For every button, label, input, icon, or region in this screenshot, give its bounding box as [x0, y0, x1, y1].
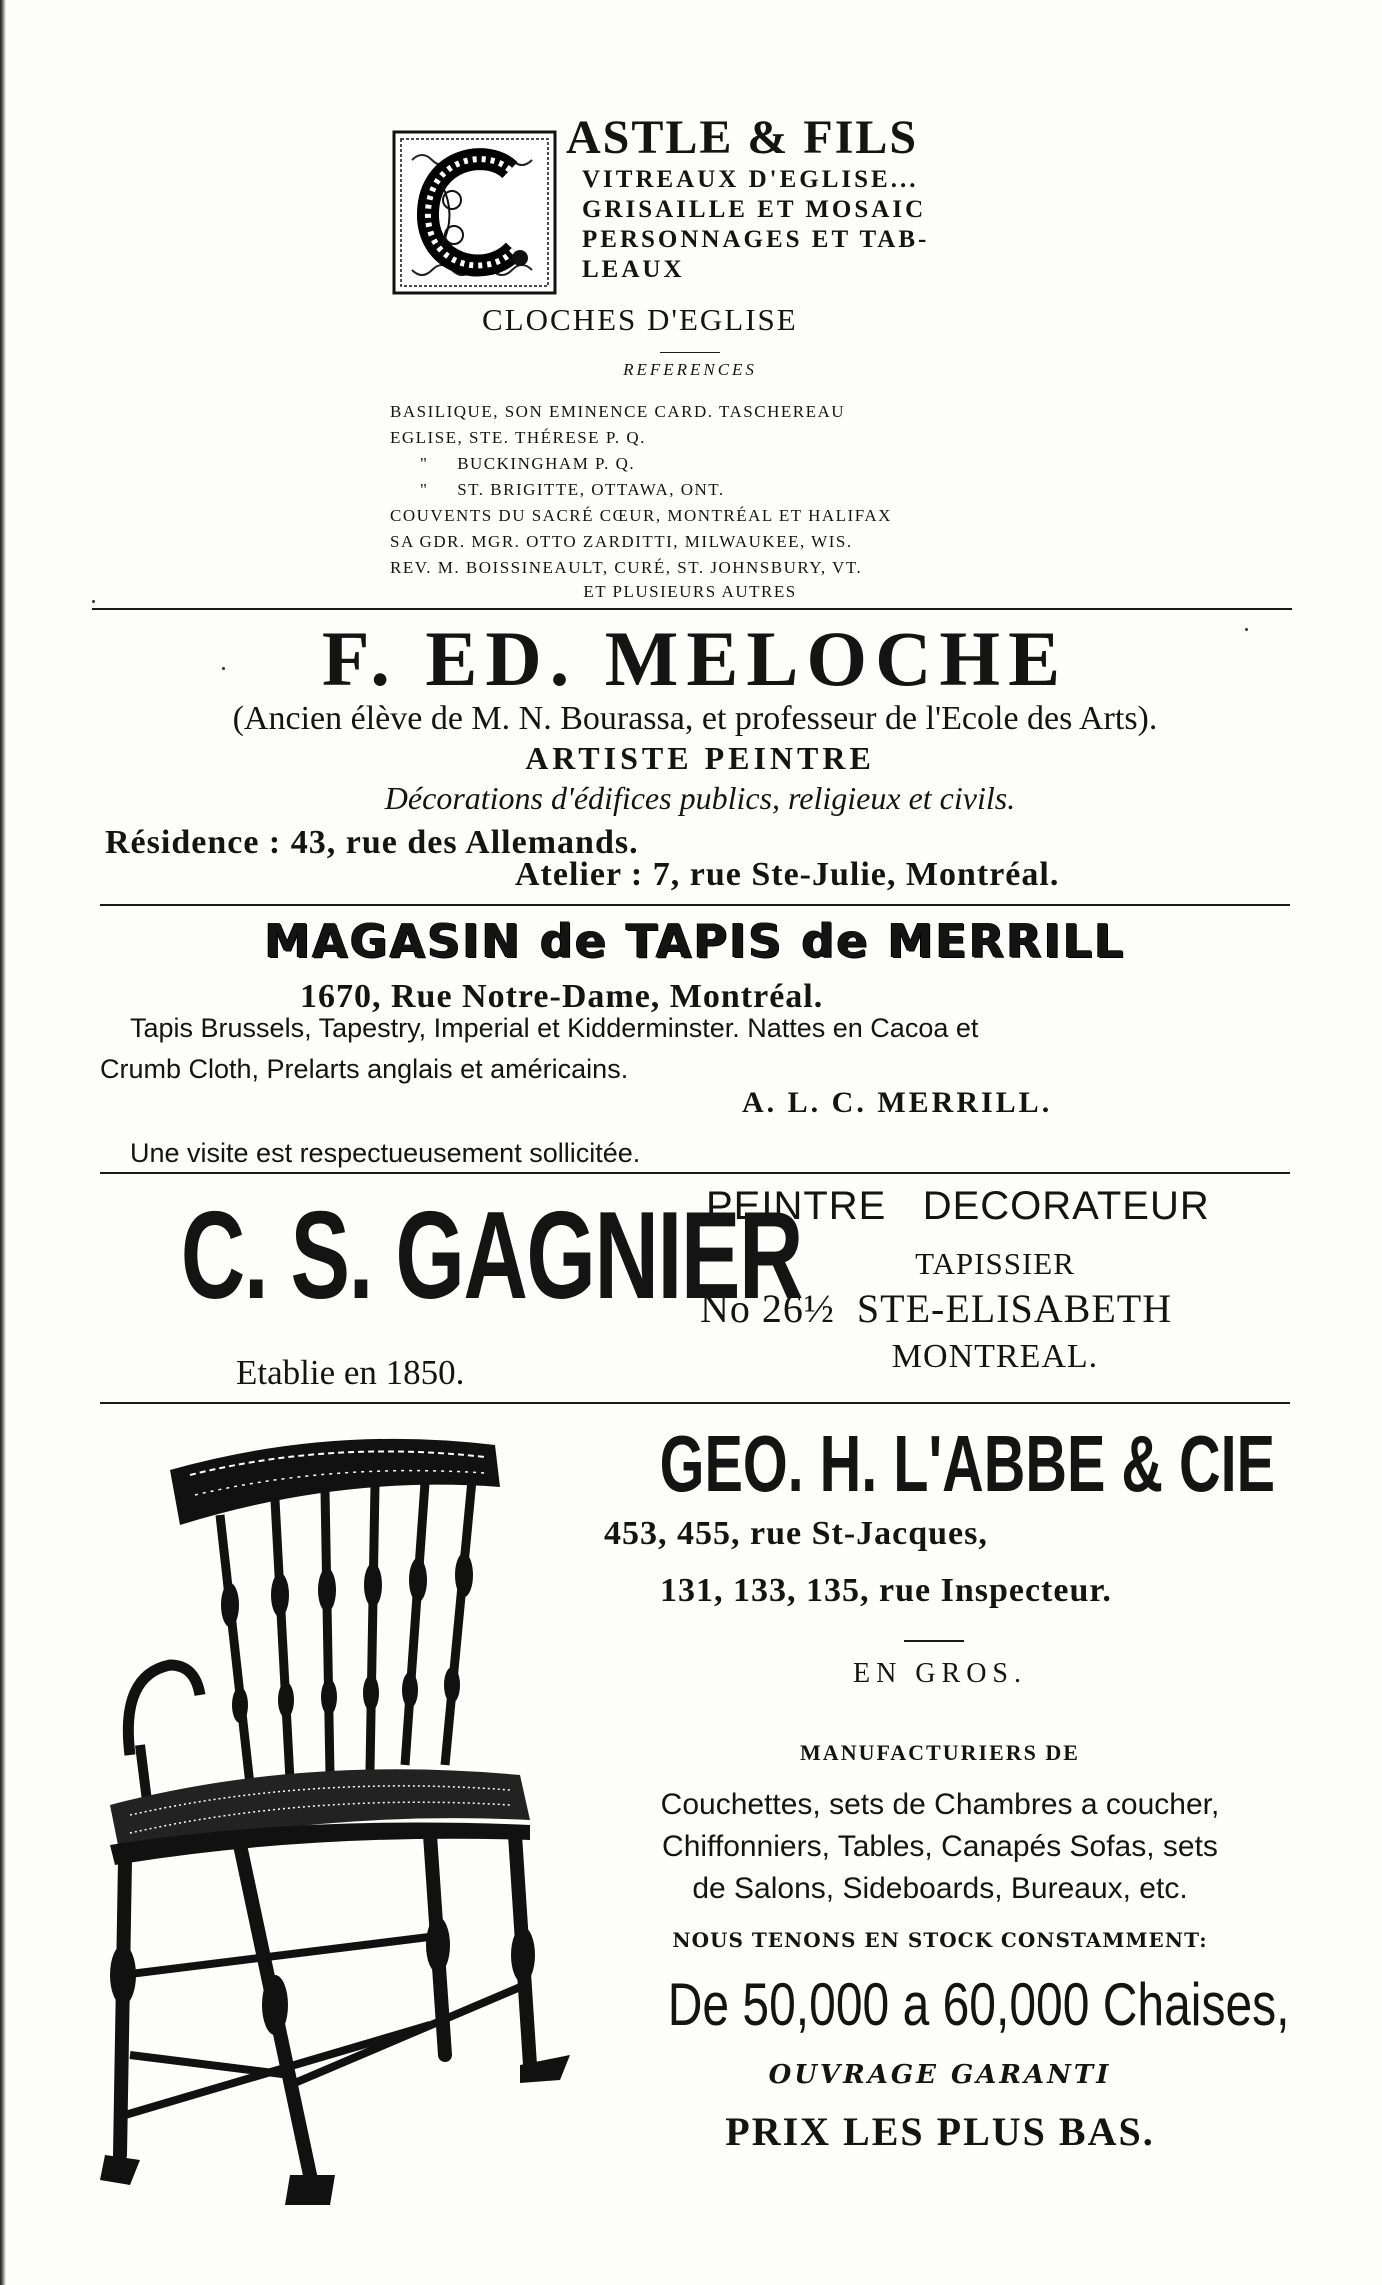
- labbe-name: [540, 1418, 1370, 1510]
- labbe-manufacturiers: MANUFACTURIERS DE: [800, 1740, 1080, 1765]
- meloche-atelier: Atelier : 7, rue Ste-Julie, Montréal.: [515, 856, 1060, 893]
- gagnier-line-2: TAPISSIER: [915, 1246, 1075, 1281]
- merrill-desc-1: Tapis Brussels, Tapestry, Imperial et Kidderminster. Nattes en Cacoa et: [130, 1013, 979, 1043]
- meloche-name: F. ED. MELOCHE: [321, 615, 1069, 702]
- gagnier-line-4: MONTREAL.: [891, 1338, 1099, 1375]
- labbe-stock: NOUS TENONS EN STOCK CONSTAMMENT:: [672, 1928, 1208, 1952]
- merrill-desc-2: Crumb Cloth, Prelarts anglais et américains.: [100, 1054, 629, 1084]
- labbe-desc-2: Chiffonniers, Tables, Canapés Sofas, sets: [662, 1830, 1218, 1863]
- merrill-visit: Une visite est respectueusement sollicitée.: [130, 1138, 641, 1168]
- meloche-residence: Résidence : 43, rue des Allemands.: [105, 824, 639, 861]
- labbe-desc-3: de Salons, Sideboards, Bureaux, etc.: [692, 1872, 1188, 1905]
- labbe-prix: PRIX LES PLUS BAS.: [725, 2109, 1155, 2154]
- gagnier-established: Etablie en 1850.: [236, 1353, 465, 1392]
- labbe-chaises: [590, 1970, 1290, 2039]
- merrill-title: MAGASIN de TAPIS de MERRILL: [264, 914, 1126, 968]
- castle-title: ASTLE & FILS: [566, 111, 919, 164]
- divider-4: [100, 1402, 1290, 1404]
- reference-line-5: COUVENTS DU SACRÉ CŒUR, MONTRÉAL ET HALIFAX: [390, 506, 892, 525]
- labbe-name-text: GEO. H. L'ABBE & CIE: [659, 1419, 1276, 1508]
- gagnier-line-3: No 26½ STE-ELISABETH: [700, 1286, 1173, 1331]
- merrill-owner: A. L. C. MERRILL.: [742, 1086, 1053, 1119]
- castle-line-4: LEAUX: [582, 256, 685, 283]
- reference-line-6: SA GDR. MGR. OTTO ZARDITTI, MILWAUKEE, WIS.: [390, 532, 853, 551]
- labbe-address-1: 453, 455, rue St-Jacques,: [604, 1515, 988, 1552]
- gagnier-line-1: PEINTRE DECORATEUR: [706, 1184, 1210, 1228]
- labbe-address-2: 131, 133, 135, rue Inspecteur.: [660, 1572, 1112, 1609]
- references-heading: REFERENCES: [623, 360, 757, 379]
- cloches-heading: CLOCHES D'EGLISE: [482, 302, 798, 337]
- print-speck: [92, 600, 95, 603]
- engros-overline: [904, 1640, 964, 1642]
- page-edge-shadow: [0, 0, 6, 2285]
- labbe-chaises-text: De 50,000 a 60,000 Chaises,: [667, 1971, 1290, 2038]
- merrill-address: 1670, Rue Notre-Dame, Montréal.: [300, 978, 824, 1015]
- castle-line-1: VITREAUX D'EGLISE...: [582, 166, 919, 193]
- meloche-subtitle: (Ancien élève de M. N. Bourassa, et professeur de l'Ecole des Arts).: [232, 700, 1158, 737]
- castle-line-2: GRISAILLE ET MOSAIC: [582, 196, 927, 223]
- print-speck: [1245, 628, 1248, 631]
- reference-line-2: EGLISE, STE. THÉRESE P. Q.: [390, 428, 646, 447]
- castle-ornate-initial: [392, 130, 557, 295]
- gagnier-name-text: C. S. GAGNIER: [180, 1187, 802, 1325]
- divider-2: [100, 904, 1290, 906]
- reference-line-1: BASILIQUE, SON EMINENCE CARD. TASCHEREAU: [390, 402, 846, 421]
- meloche-profession: ARTISTE PEINTRE: [525, 740, 875, 776]
- labbe-engros: EN GROS.: [852, 1658, 1027, 1689]
- reference-line-3: " BUCKINGHAM P. Q.: [420, 454, 636, 473]
- references-underline: [660, 352, 720, 353]
- divider-1: [92, 608, 1292, 610]
- labbe-garanti: OUVRAGE GARANTI: [768, 2060, 1112, 2090]
- reference-line-4: " ST. BRIGITTE, OTTAWA, ONT.: [420, 480, 725, 499]
- divider-3: [100, 1172, 1290, 1174]
- gagnier-name: [60, 1185, 802, 1327]
- print-speck: [222, 667, 225, 670]
- labbe-desc-1: Couchettes, sets de Chambres a coucher,: [660, 1788, 1220, 1821]
- reference-line-7: REV. M. BOISSINEAULT, CURÉ, ST. JOHNSBURY, VT.: [390, 558, 863, 577]
- castle-line-3: PERSONNAGES ET TAB-: [582, 226, 930, 253]
- chair-illustration: [100, 1415, 620, 2210]
- reference-line-8: ET PLUSIEURS AUTRES: [583, 582, 797, 601]
- meloche-tagline: Décorations d'édifices publics, religieux et civils.: [384, 780, 1016, 816]
